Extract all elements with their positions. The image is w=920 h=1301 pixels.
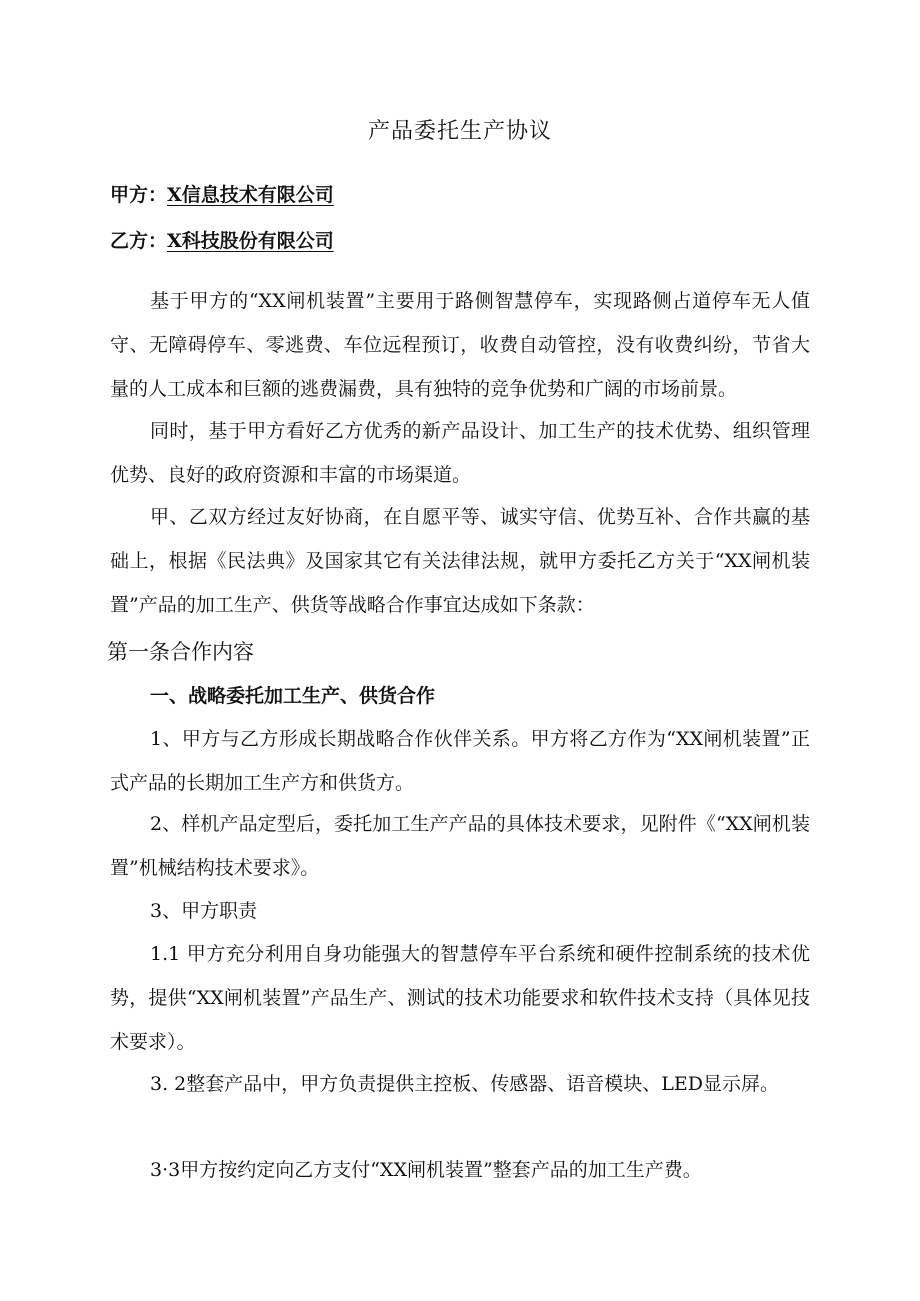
article-1-item-3: 3、甲方职责 (150, 900, 258, 922)
party-a-name: X信息技术有限公司 (167, 184, 334, 206)
intro-paragraph-2: 同时，基于甲方看好乙方优秀的新产品设计、加工生产的技术优势、组织管理优势、良好的政府资源和丰富的市场渠道。 (110, 420, 810, 486)
article-1-item-1: 1、甲方与乙方形成长期战略合作伙伴关系。甲方将乙方作为“XX闸机装置”正式产品的长期加工生产方和供货方。 (110, 728, 810, 794)
intro-paragraph-1: 基于甲方的“XX闸机装置”主要用于路侧智慧停车，实现路侧占道停车无人值守、无障碍停车、零逃费、车位远程预订，收费自动管控，没有收费纠纷，节省大量的人工成本和巨额的逃费漏费，具有独特的竞争优势和广阔的市场前景。 (110, 290, 810, 400)
article-1-subheading: 一、战略委托加工生产、供货合作 (150, 685, 436, 707)
party-b-name: X科技股份有限公司 (167, 230, 334, 252)
article-1-item-6: 3·3甲方按约定向乙方支付“XX闸机装置”整套产品的加工生产费。 (150, 1159, 702, 1181)
party-b (110, 226, 334, 256)
article-1-item-2: 2、样机产品定型后，委托加工生产产品的具体技术要求，见附件《“XX闸机装置”机械结构技术要求》。 (110, 813, 810, 879)
document-title: 产品委托生产协议 (367, 119, 552, 144)
party-b-label: 乙方： (110, 230, 168, 252)
party-a-label: 甲方： (110, 184, 168, 206)
party-a (110, 180, 334, 210)
article-1-item-5: 3. 2整套产品中，甲方负责提供主控板、传感器、语音模块、LED显示屏。 (150, 1073, 779, 1095)
article-1-heading: 第一条合作内容 (107, 640, 254, 664)
intro-paragraph-3: 甲、乙双方经过友好协商，在自愿平等、诚实守信、优势互补、合作共赢的基础上，根据《民法典》及国家其它有关法律法规，就甲方委托乙方关于“XX闸机装置”产品的加工生产、供货等战略合作事宜达成如下条款： (110, 506, 810, 616)
article-1-item-4: 1.1 甲方充分利用自身功能强大的智慧停车平台系统和硬件控制系统的技术优势，提供“XX闸机装置”产品生产、测试的技术功能要求和软件技术支持（具体见技术要求）。 (110, 943, 810, 1053)
